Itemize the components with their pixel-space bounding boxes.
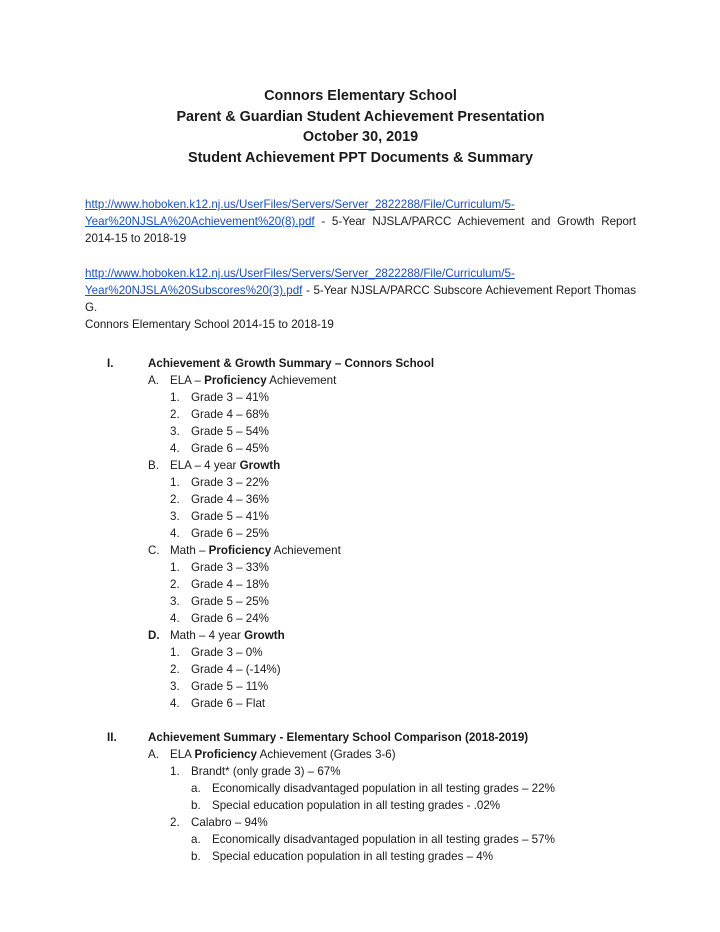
document-title [85,86,636,168]
list-item: 2. Grade 4 – 18% [170,578,269,591]
list-item: a. Economically disadvantaged population in all testing grades – 22% [191,782,555,795]
section-number: I. [107,357,114,370]
subscore-report-link[interactable]: http://www.hoboken.k12.nj.us/UserFiles/Servers/Server_2822288/File/Curriculum/5- [85,267,515,280]
list-item: 3. Grade 5 – 25% [170,595,269,608]
math-growth-heading: D. Math – 4 year Growth [148,629,285,642]
achievement-report-link[interactable]: http://www.hoboken.k12.nj.us/UserFiles/Servers/Server_2822288/File/Curriculum/5- [85,198,515,211]
subscore-report-link-cont[interactable]: Year%20NJSLA%20Subscores%20(3).pdf [85,284,303,297]
achievement-report-desc: - 5-Year NJSLA/PARCC Achievement and Growth Report [314,215,636,228]
list-item: 2. Grade 4 – 68% [170,408,269,421]
ela-proficiency-comparison-heading: A. ELA Proficiency Achievement (Grades 3-6) [148,748,396,761]
math-proficiency-heading: C. Math – Proficiency Achievement [148,544,341,557]
subscore-report-school: Connors Elementary School 2014-15 to 2018-19 [85,318,334,331]
achievement-report-link-cont[interactable]: Year%20NJSLA%20Achievement%20(8).pdf [85,215,315,228]
reference-subscore-report [85,265,636,333]
ela-proficiency-heading: A. ELA – Proficiency Achievement [148,374,337,387]
list-item: 4. Grade 6 – 25% [170,527,269,540]
list-item: b. Special education population in all testing grades - .02% [191,799,501,812]
list-item: 2. Calabro – 94% [170,816,268,829]
title-presentation: Parent & Guardian Student Achievement Presentation [176,108,545,125]
title-date: October 30, 2019 [302,129,419,145]
section-school-comparison [85,729,636,865]
list-item: b. Special education population in all testing grades – 4% [191,850,494,863]
list-item: 1. Grade 3 – 22% [170,476,269,489]
list-item: 1. Grade 3 – 0% [170,646,263,659]
list-item: 4. Grade 6 – Flat [170,697,266,710]
ela-growth-heading: B. ELA – 4 year Growth [148,459,281,472]
title-school: Connors Elementary School [264,88,457,104]
achievement-report-years: 2014-15 to 2018-19 [85,232,187,245]
list-item: 1. Brandt* (only grade 3) – 67% [170,765,341,778]
list-item: 3. Grade 5 – 54% [170,425,269,438]
section-number: II. [107,731,117,744]
list-item: 1. Grade 3 – 41% [170,391,269,404]
reference-achievement-report [85,196,636,247]
list-item: 3. Grade 5 – 41% [170,510,269,523]
section-heading [85,729,636,746]
title-subtitle: Student Achievement PPT Documents & Summary [188,149,533,166]
list-item: 2. Grade 4 – (-14%) [170,663,281,676]
section-achievement-growth [85,355,636,712]
section-title: Achievement Summary - Elementary School Comparison (2018-2019) [148,731,529,744]
section-heading [85,355,636,372]
subscore-report-desc: - 5-Year NJSLA/PARCC Subscore Achievement Report Thomas G. [85,284,636,314]
list-item: 3. Grade 5 – 11% [170,680,269,693]
list-item: 1. Grade 3 – 33% [170,561,269,574]
section-title: Achievement & Growth Summary – Connors School [148,357,435,370]
list-item: 4. Grade 6 – 24% [170,612,269,625]
list-item: 4. Grade 6 – 45% [170,442,269,455]
list-item: 2. Grade 4 – 36% [170,493,269,506]
list-item: a. Economically disadvantaged population in all testing grades – 57% [191,833,555,846]
